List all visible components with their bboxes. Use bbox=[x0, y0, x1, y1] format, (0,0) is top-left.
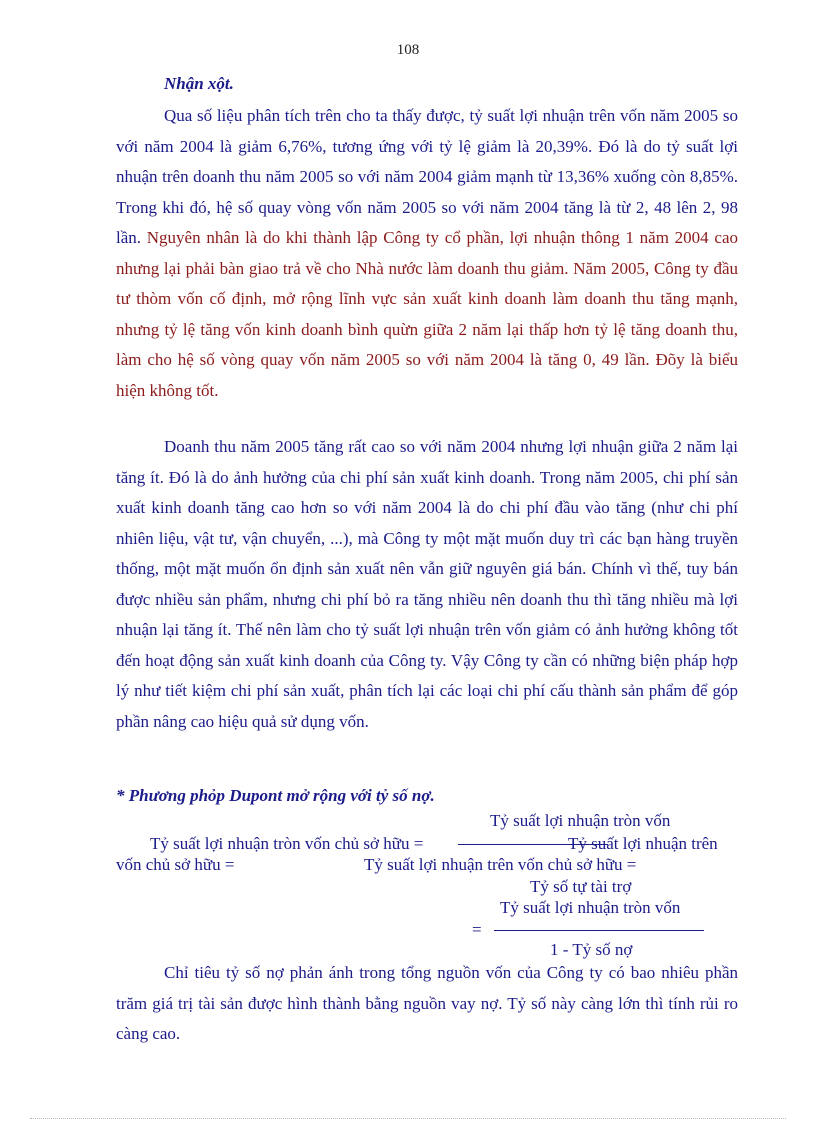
page-number: 108 bbox=[396, 42, 420, 58]
paragraph-debt-ratio: Chỉ tiêu tỷ số nợ phản ánh trong tổng nguồn vốn của Công ty có bao nhiêu phần trăm giá trị tài sản được hình thành bằng nguồn vay nợ. Tỷ số này càng lớn thì tính rủi ro càng cao. bbox=[116, 963, 738, 1043]
formula-lhs: Tỷ suất lợi nhuận tròn vốn chủ sở hữu = bbox=[150, 834, 424, 853]
paragraph-analysis bbox=[116, 101, 738, 406]
formula-frac2-denominator: 1 - Tỷ số nợ bbox=[550, 940, 633, 959]
formula-line2-middle: Tỷ suất lợi nhuận trên vốn chủ sở hữu = bbox=[364, 855, 637, 874]
formula-line3: Tỷ số tự tài trợ bbox=[530, 877, 632, 896]
section-heading-dupont: * Phương phỏp Dupont mở rộng với tỷ số nợ. bbox=[116, 786, 435, 805]
paragraph-analysis-blue: Qua số liệu phân tích trên cho ta thấy được, tỷ suất lợi nhuận trên vốn năm 2005 so với năm 2004 là giảm 6,76%, tương ứng với tỷ lệ giảm là 20,39%. Đó là do tỷ suất lợi nhuận trên doanh thu năm 2005 so với năm 2004 giảm mạnh từ 13,36% xuống còn 8,85%. Trong khi đó, hệ số quay vòng vốn năm 2005 so với năm 2004 tăng là từ 2, 48 lên 2, 98 lần. bbox=[116, 106, 738, 247]
formula-frac2-numerator: Tỷ suất lợi nhuận tròn vốn bbox=[500, 898, 681, 917]
section-heading-remarks: Nhận xột. bbox=[164, 74, 234, 93]
page-footer-rule bbox=[30, 1118, 786, 1119]
formula-frac1-numerator: Tỷ suất lợi nhuận tròn vốn bbox=[490, 811, 671, 830]
formula-frac2-equals: = bbox=[472, 920, 482, 939]
formula-line2-left: vốn chủ sở hữu = bbox=[116, 855, 235, 874]
formula-frac1-denominator-tail: Tỷ suất lợi nhuận trên bbox=[568, 834, 718, 853]
paragraph-analysis-red: Nguyên nhân là do khi thành lập Công ty cổ phần, lợi nhuận thông 1 năm 2004 cao nhưng lại phải bàn giao trả về cho Nhà nước làm doanh thu giảm. Năm 2005, Công ty đầu tư thòm vốn cố định, mở rộng lĩnh vực sản xuất kinh doanh làm doanh thu tăng mạnh, nhưng tỷ lệ tăng vốn kinh doanh bình quừn giữa 2 năm lại thấp hơn tỷ lệ tăng doanh thu, làm cho hệ số vòng quay vốn năm 2005 so với năm 2004 là tăng 0, 49 lần. Đõy là biểu hiện không tốt. bbox=[116, 228, 738, 400]
formula-frac2-bar bbox=[494, 930, 704, 931]
paragraph-revenue: Doanh thu năm 2005 tăng rất cao so với năm 2004 nhưng lợi nhuận giữa 2 năm lại tăng ít. Đó là do ảnh hưởng của chi phí sản xuất kinh doanh. Trong năm 2005, chi phí sản xuất kinh doanh tăng cao hơn so với năm 2004 là do chi phí đầu vào tăng (như chi phí nhiên liệu, vật tư, vận chuyển, ...), mà Công ty một mặt muốn duy trì các bạn hàng truyền thống, một mặt muốn ổn định sản xuất nên vẫn giữ nguyên giá bán. Chính vì thế, tuy bán được nhiều sản phẩm, nhưng chi phí bỏ ra tăng nhiều nên doanh thu thì tăng nhiều mà lợi nhuận lại tăng ít. Thế nên làm cho tỷ suất lợi nhuận trên vốn giảm có ảnh hưởng không tốt đến hoạt động sản xuất kinh doanh của Công ty. Vậy Công ty cần có những biện pháp hợp lý như tiết kiệm chi phí sản xuất, phân tích lại các loại chi phí cấu thành sản phẩm để góp phần nâng cao hiệu quả sử dụng vốn. bbox=[116, 437, 738, 731]
